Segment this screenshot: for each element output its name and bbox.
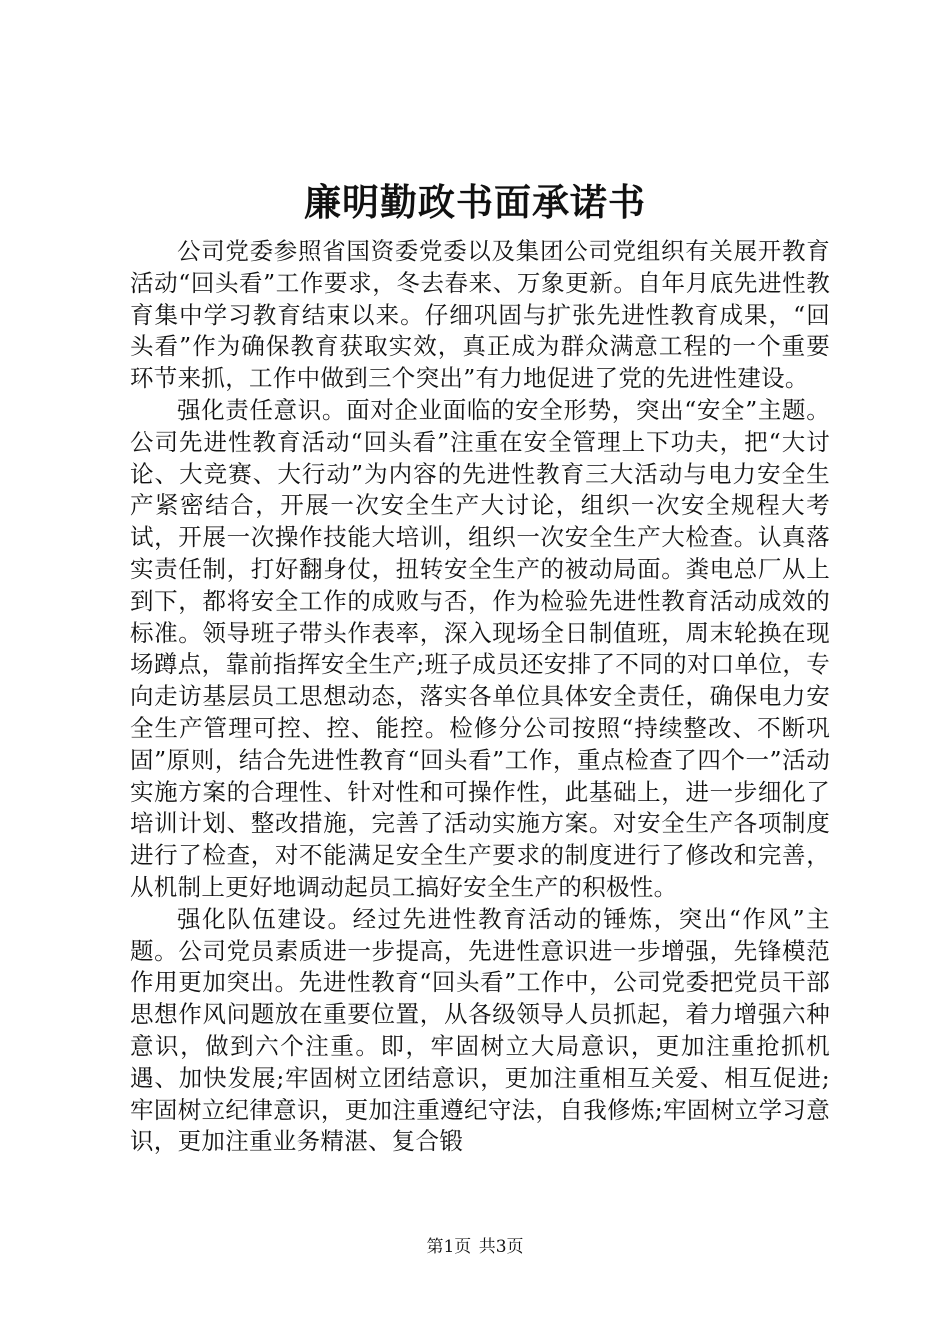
page-number: 第1页: [426, 1237, 472, 1257]
page-total: 共3页: [478, 1237, 524, 1257]
page-footer: [0, 1236, 950, 1258]
paragraph-team-building: 强化队伍建设。经过先进性教育活动的锤炼，突出“作风”主题。公司党员素质进一步提高，先进性意识进一步增强，先锋模范作用更加突出。先进性教育“回头看”工作中，公司党委把党员干部思想作风问题放在重要位置，从各级领导人员抓起，着力增强六种意识，做到六个注重。即，牢固树立大局意识，更加注重抢抓机遇、加快发展;牢固树立团结意识，更加注重相互关爱、相互促进;牢固树立纪律意识，更加注重遵纪守法，自我修炼;牢固树立学习意识，更加注重业务精湛、复合锻: [130, 904, 830, 1156]
document-title: 廉明勤政书面承诺书: [304, 180, 646, 224]
document-body: [130, 236, 830, 1158]
paragraph-responsibility: 强化责任意识。面对企业面临的安全形势，突出“安全”主题。公司先进性教育活动“回头看”注重在安全管理上下功夫，把“大讨论、大竞赛、大行动”为内容的先进性教育三大活动与电力安全生产紧密结合，开展一次安全生产大讨论，组织一次安全规程大考试，开展一次操作技能大培训，组织一次安全生产大检查。认真落实责任制，打好翻身仗，扭转安全生产的被动局面。粪电总厂从上到下，都将安全工作的成败与否，作为检验先进性教育活动成效的标准。领导班子带头作表率，深入现场全日制值班，周末轮换在现场蹲点，靠前指挥安全生产;班子成员还安排了不同的对口单位，专向走访基层员工思想动态，落实各单位具体安全责任，确保电力安全生产管理可控、控、能控。检修分公司按照“持续整改、不断巩固”原则，结合先进性教育“回头看”工作，重点检查了四个一”活动实施方案的合理性、针对性和可操作性，此基础上，进一步细化了培训计划、整改措施，完善了活动实施方案。对安全生产各项制度进行了检查，对不能满足安全生产要求的制度进行了修改和完善，从机制上更好地调动起员工搞好安全生产的积极性。: [130, 395, 830, 901]
paragraph-intro: 公司党委参照省国资委党委以及集团公司党组织有关展开教育活动“回头看”工作要求，冬去春来、万象更新。自年月底先进性教育集中学习教育结束以来。仔细巩固与扩张先进性教育成果，“回头看”作为确保教育获取实效，真正成为群众满意工程的一个重要环节来抓，工作中做到三个突出”有力地促进了党的先进性建设。: [130, 237, 830, 393]
